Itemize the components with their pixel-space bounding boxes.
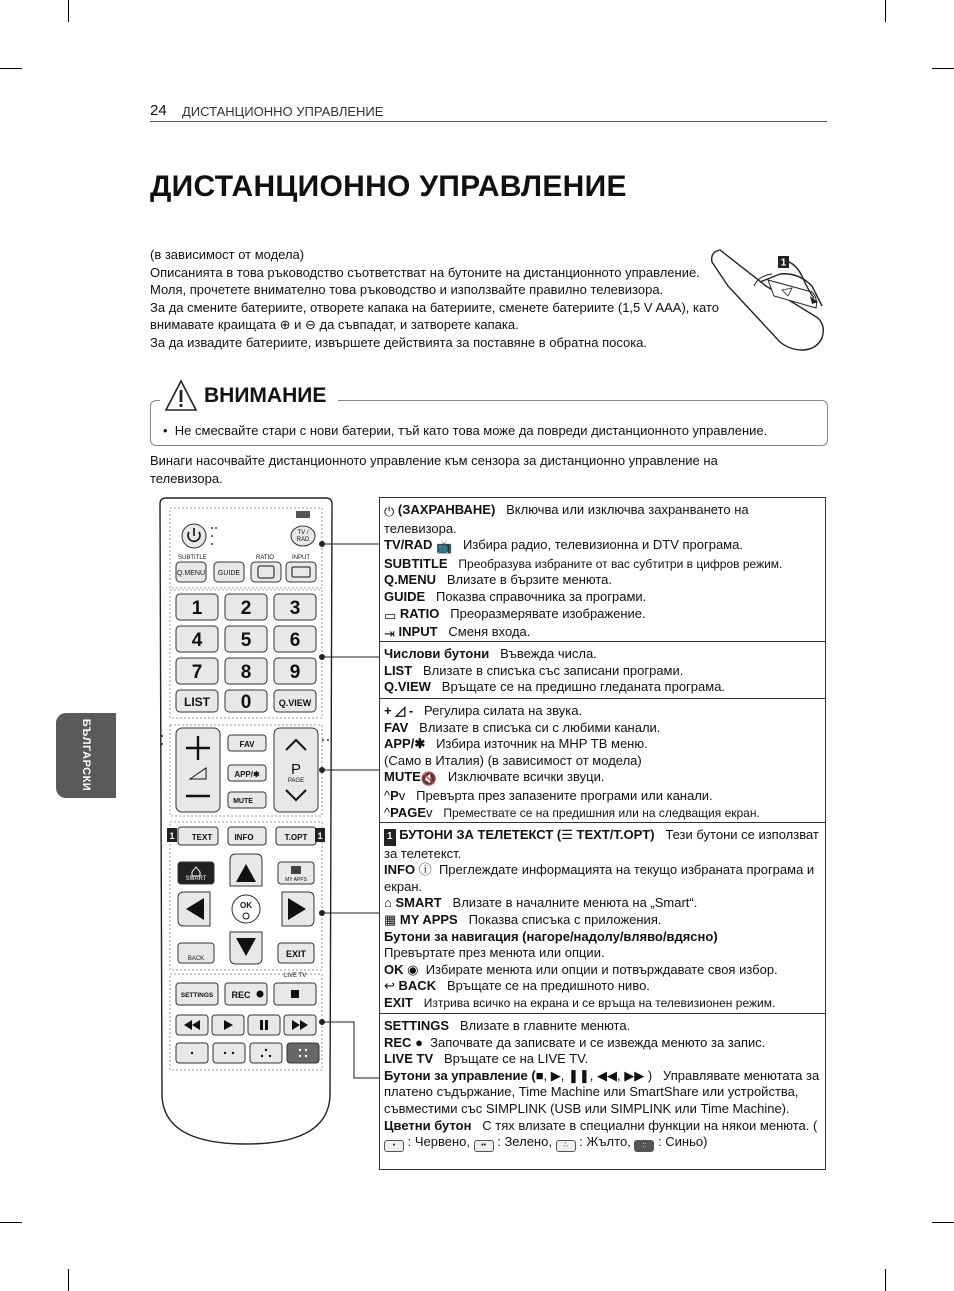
yellow-key-icon: ∴: [556, 1140, 576, 1152]
back-label: BACK: [187, 956, 205, 962]
desc-row: REC ● Започвате да записвате и се извежда менюто за запис.: [384, 1034, 766, 1050]
crop-mark: [0, 68, 22, 69]
red-key-dot: [191, 1052, 193, 1054]
tvrad-icon: 📺: [436, 539, 453, 555]
desc-row: EXIT Изтрива всичко на екрана и се връща на телевизионен режим.: [384, 994, 776, 1010]
digit-label: 6: [289, 630, 301, 651]
text-icon: ☰: [561, 827, 573, 842]
digit-label: 2: [240, 598, 252, 619]
desc-number-group: [379, 641, 826, 699]
desc-row: (Само в Италия) (в зависимост от модела): [384, 752, 642, 768]
text-label: TEXT: [191, 833, 213, 842]
settings-label: SETTINGS: [180, 992, 214, 999]
input-button[interactable]: [286, 562, 316, 582]
digit-label: 7: [191, 662, 203, 683]
crop-mark: [885, 1269, 886, 1291]
rec-label: REC: [231, 990, 251, 1000]
ok-icon: ◉: [407, 961, 419, 977]
aim-text: Винаги насочвайте дистанционното управление към сензора за дистанционно управление на телевизора.: [150, 453, 718, 486]
caution-title: ВНИМАНИЕ: [204, 384, 327, 407]
page-title: ДИСТАНЦИОННО УПРАВЛЕНИЕ: [150, 170, 627, 203]
desc-row: Превъртате през менюта или опции.: [384, 945, 605, 961]
header-rule: [150, 121, 827, 122]
battery-cover-illustration: [708, 246, 832, 358]
teletext-marker: 1: [384, 829, 396, 846]
svg-text:1: 1: [317, 831, 323, 841]
desc-row: Бутони за управление (■, ▶, ❚❚, ◀◀, ▶▶ ) Управлявате менютата за платено съдържание, Time Machine или SmartShare или устройства, съвместими със SIMPLINK (USB или SIMPLINK или Time Machine).: [384, 1067, 820, 1116]
digit-label: 0: [240, 692, 252, 713]
list-label: LIST: [184, 695, 210, 709]
tvrad-label-1: TV /: [297, 530, 309, 536]
intro-line: Описанията в това ръководство съответстват на бутоните на дистанционното управление.: [150, 264, 700, 280]
step-marker: 1: [780, 257, 787, 269]
green-key-button[interactable]: [213, 1043, 245, 1063]
desc-row: TV/RAD 📺 Избира радио, телевизионна и DTV програма.: [384, 537, 743, 555]
red-key-icon: •: [384, 1140, 404, 1152]
desc-row: MUTE🔇 Изключвате всички звуци.: [384, 769, 605, 787]
info-icon: ⓘ: [418, 862, 432, 878]
exit-label: EXIT: [285, 949, 307, 959]
mute-label: MUTE: [233, 798, 253, 805]
desc-row: 1 БУТОНИ ЗА ТЕЛЕТЕКСТ (☰ TEXT/T.OPT) Тези бутони се използват за телетекст.: [384, 827, 819, 861]
desc-row: INFO ⓘ Преглеждате информацията на текущо избраната програма и екран.: [384, 862, 815, 894]
ratio-label: RATIO: [256, 555, 274, 561]
desc-row: ^Pv Превърта през запазените програми или канали.: [384, 787, 713, 803]
livetv-label: LIVE TV: [284, 973, 307, 979]
intro-line: За да извадите батериите, извършете действията за поставяне в обратна посока.: [150, 334, 648, 350]
yellow-key-button[interactable]: [250, 1043, 282, 1063]
desc-row: OK ◉ Избирате менюта или опции и потвърждавате своя избор.: [384, 961, 778, 977]
info-label: INFO: [234, 833, 254, 842]
home-icon: ⌂: [384, 895, 392, 911]
crop-mark: [68, 0, 69, 22]
intro-line: (в зависимост от модела): [150, 247, 305, 262]
pause-button[interactable]: [248, 1015, 280, 1035]
desc-row: ▦ MY APPS Показва списъка с приложения.: [384, 911, 662, 927]
blue-key-dot: [305, 1055, 307, 1057]
tvrad-label-2: RAD: [296, 537, 310, 543]
minus-icon: ⊖: [305, 317, 316, 332]
caution-bullet: • Не смесвайте стари с нови батерии, тъй като това може да повреди дистанционното управление.: [163, 423, 768, 438]
desc-power-group: [379, 497, 826, 642]
page-label: PAGE: [287, 778, 305, 784]
desc-row: GUIDE Показва справочника за програми.: [384, 588, 647, 604]
ratio-button[interactable]: [251, 562, 281, 582]
desc-row: FAV Влизате в списъка си с любими канали.: [384, 719, 661, 735]
digit-label: 8: [240, 662, 252, 683]
chevron-up-icon: ^: [384, 787, 391, 803]
yellow-key-dot: [265, 1049, 267, 1051]
mute-icon: 🔇: [420, 771, 438, 787]
desc-row: SETTINGS Влизате в главните менюта.: [384, 1018, 631, 1033]
green-key-dot: [224, 1052, 226, 1054]
digit-label: 3: [289, 598, 301, 619]
crop-mark: [885, 0, 886, 22]
qview-label: Q.VIEW: [278, 698, 312, 708]
subtitle-label: SUBTITLE: [178, 555, 207, 561]
desc-row: LIVE TV Връщате се на LIVE TV.: [384, 1051, 589, 1067]
qmenu-label: Q.MENU: [177, 570, 205, 577]
desc-row: Числови бутони Въвежда числа.: [384, 646, 597, 661]
input-label: INPUT: [292, 555, 310, 561]
smart-label: SMART: [185, 876, 207, 882]
record-icon: ●: [415, 1034, 423, 1050]
input-icon: ⇥: [384, 626, 395, 642]
fav-label: FAV: [239, 740, 255, 749]
transport-icons: ■, ▶, ❚❚, ◀◀, ▶▶: [535, 1067, 645, 1083]
desc-settings-group: [379, 1013, 826, 1170]
blue-key-button[interactable]: [287, 1043, 319, 1063]
p-label: P: [290, 761, 302, 778]
intro-line: За да смените батериите, отворете капака на батериите, сменете батериите (1,5 V AAA), като внимавате краищата ⊕ и ⊖ да съвпадат, и затворете капака.: [150, 299, 719, 332]
blue-key-dot: [299, 1055, 301, 1057]
digit-label: 1: [191, 598, 203, 619]
warning-icon: [164, 379, 198, 413]
desc-row: LIST Влизате в списъка със записани програми.: [384, 662, 684, 678]
desc-row: SUBTITLE Преобразува избраните от вас субтитри в цифров режим.: [384, 555, 783, 571]
crop-mark: [932, 68, 954, 69]
caution-heading: [160, 376, 338, 416]
ok-label: OK: [240, 901, 252, 910]
chevron-down-icon: v: [426, 804, 433, 820]
digit-label: 9: [289, 662, 301, 683]
desc-row: Q.VIEW Връщате се на предишно гледаната програма.: [384, 679, 726, 695]
ratio-icon: ▭: [384, 607, 397, 623]
desc-volume-group: [379, 698, 826, 823]
topt-label: T.OPT: [284, 833, 308, 842]
intro-text: [150, 246, 720, 351]
digit-label: 4: [191, 630, 203, 651]
plus-icon: ⊕: [279, 317, 291, 332]
remote-illustration: [150, 496, 342, 1146]
desc-navigation-group: [379, 822, 826, 1014]
language-tab: БЪЛГАРСКИ: [56, 713, 116, 798]
app-label: APP/✱: [234, 770, 260, 779]
tvrad-mini-icon: [296, 511, 310, 518]
desc-row: Q.MENU Влизате в бързите менюта.: [384, 572, 612, 588]
digit-label: 5: [240, 630, 252, 651]
page-number: 24: [150, 102, 167, 119]
tvrad-button[interactable]: [291, 526, 315, 546]
crop-mark: [68, 1269, 69, 1291]
chevron-down-icon: v: [398, 787, 406, 803]
blue-key-dot: [299, 1049, 301, 1051]
green-key-icon: ••: [474, 1140, 494, 1152]
stop-icon: [291, 990, 299, 998]
desc-row: Бутони за навигация (нагоре/надолу/вляво/вдясно): [384, 928, 718, 944]
desc-row: Цветни бутон С тях влизате в специални функции на някои менюта. (• : Червено, •• : Зелено, ∴ : Жълто, :: : Синьо): [384, 1118, 821, 1153]
running-header: ДИСТАНЦИОННО УПРАВЛЕНИЕ: [182, 104, 384, 119]
desc-row: ⏻ (ЗАХРАНВАНЕ) Включва или изключва захранването на телевизора.: [384, 502, 749, 536]
blue-key-dot: [305, 1049, 307, 1051]
desc-row: ⇥ INPUT Сменя входа.: [384, 624, 531, 642]
apps-grid-icon: ▦: [384, 911, 397, 927]
desc-row: ^PAGEv Премествате се на предишния или на следващия екран.: [384, 804, 760, 820]
desc-row: + ◿ - Регулира силата на звука.: [384, 703, 583, 718]
chevron-up-icon: ^: [384, 804, 391, 820]
yellow-key-dot: [269, 1055, 271, 1057]
myapps-label: MY APPS: [285, 877, 307, 883]
green-key-dot: [232, 1052, 234, 1054]
back-icon: ↩: [384, 978, 395, 994]
desc-row: APP/✱ Избира източник на MHP ТВ меню.: [384, 736, 648, 752]
svg-text:1: 1: [169, 831, 175, 841]
crop-mark: [0, 1222, 22, 1223]
power-icon: ⏻: [384, 504, 395, 519]
desc-row: ↩ BACK Връщате се на предишното ниво.: [384, 978, 650, 994]
desc-row: ▭ RATIO Преоразмерявате изображение.: [384, 605, 646, 623]
crop-mark: [932, 1222, 954, 1223]
intro-line: Моля, прочетете внимателно това ръководство и използвайте правилно телевизора.: [150, 282, 664, 297]
guide-label: GUIDE: [217, 570, 241, 577]
yellow-key-dot: [261, 1055, 263, 1057]
blue-key-icon: ::: [634, 1140, 654, 1152]
desc-row: ⌂ SMART Влизате в началните менюта на „Smart“.: [384, 895, 698, 911]
